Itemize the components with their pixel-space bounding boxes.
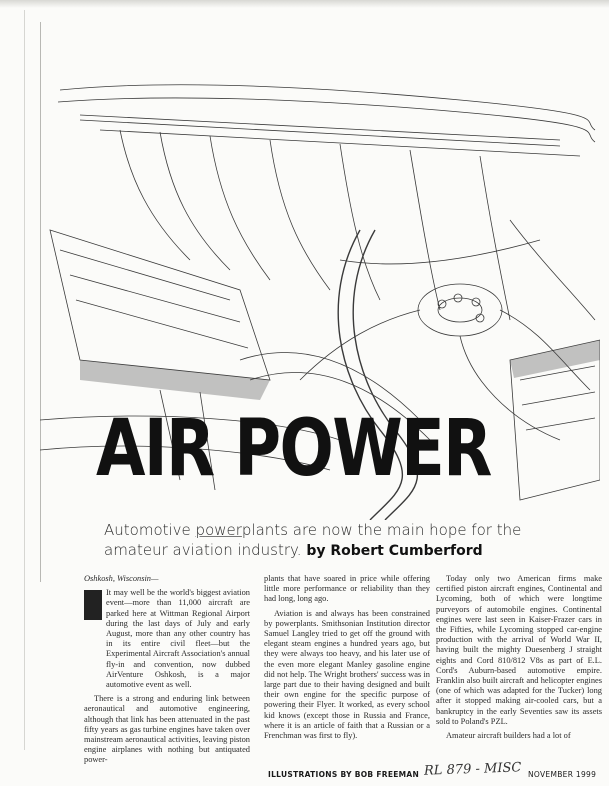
- dateline: Oshkosh, Wisconsin—: [84, 574, 159, 583]
- paragraph: Today only two American firms make certified piston aircraft engines, Continental and Lycoming, both of which were longtime purveyors of automobile engines. Continental engines were last seen in Kaiser-Frazer cars in the Fifties, while Lycoming stopped car-engine production with the arrival of World War II, having built the mighty Duesenberg J straight eights and Cord 810/812 V8s as part of E.L. Cord's Auburn-based automotive empire. Franklin also built aircraft and helicopter engines (one of which was adapted for the Tucker) long after it stopped making air-cooled cars, but a bankruptcy in the early Seventies saw its assets sold to Poland's PZL.: [436, 574, 602, 726]
- scan-edge: [0, 0, 609, 8]
- paragraph-text: It may well be the world's biggest aviation event—more than 11,000 aircraft are parked here at Wittman Regional Airport during the last days of July and early August, more than any other country has in its entire civil fleet—but the Experimental Aircraft Association's annual fly-in and convention, now dubbed AirVenture Oshkosh, is a major automotive event as well.: [106, 588, 250, 690]
- paragraph: Amateur aircraft builders had a lot of: [446, 731, 571, 741]
- article-byline: by Robert Cumberford: [306, 543, 483, 560]
- issue-date: NOVEMBER 1999: [528, 770, 597, 779]
- drop-cap-block: [84, 590, 102, 620]
- handwritten-note: RL 879 - MISC: [423, 760, 522, 779]
- deck-text-part1: Automotive: [104, 521, 196, 539]
- paragraph: There is a strong and enduring link between aeronautical and automotive engineering, although that link has been attenuated in the past fifty years as gas turbine engines have taken over mainstream aeronautical activities, leaving piston engine airplanes with nothing but antiquated power-: [84, 694, 250, 765]
- illustration-credit: ILLUSTRATIONS BY BOB FREEMAN: [268, 770, 420, 779]
- paragraph: Aviation is and always has been constrained by powerplants. Smithsonian Institution director Samuel Langley tried to get off the ground with elegant steam engines a hundred years ago, but they were always too heavy, and his later use of the even more elegant Manley gasoline engine did not help. The Wright brothers' success was in large part due to their having designed and built their own engine for the specific purpose of powering their Flyer. It worked, as every school kid knows (except those in Russia and France, where it is an article of faith that a Russian or a Frenchman was first to fly).: [264, 608, 430, 741]
- article-body: [64, 574, 602, 765]
- column-3: [436, 574, 602, 745]
- deck-text-power: power: [195, 521, 242, 539]
- deck-text-part2: plants are now the main hope for the amateur aviation industry.: [104, 521, 522, 560]
- column-1: [84, 574, 250, 770]
- scan-fold-line: [24, 10, 25, 750]
- article-deck: [104, 520, 584, 561]
- article-headline: AIR POWER: [96, 404, 491, 494]
- paragraph: plants that have soared in price while offering little more performance or reliability than they had long, long ago.: [264, 574, 430, 604]
- paragraph: [84, 588, 250, 690]
- column-2: [264, 574, 430, 745]
